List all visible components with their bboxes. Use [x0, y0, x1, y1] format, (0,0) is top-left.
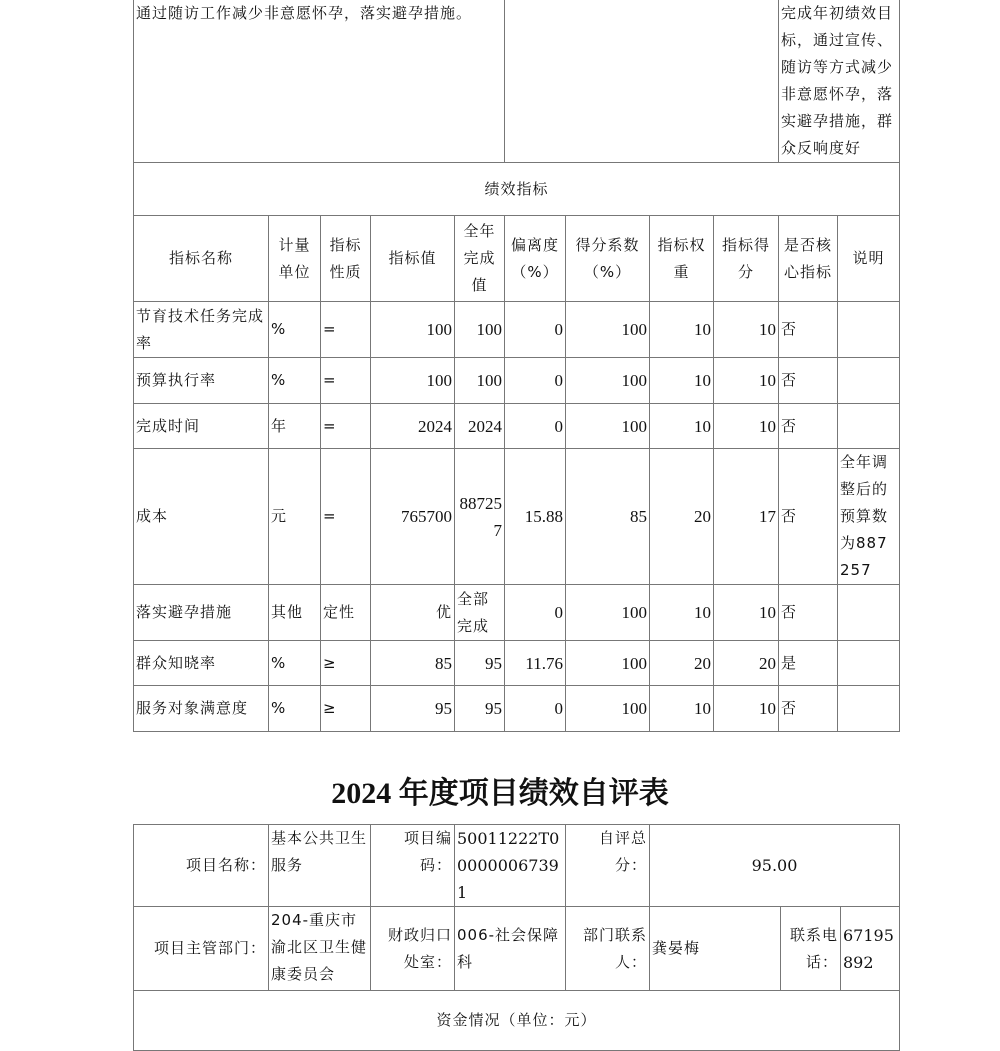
- indicator-target: 100: [371, 302, 455, 358]
- indicator-name: 预算执行率: [134, 358, 269, 404]
- indicator-nature: 定性: [321, 585, 371, 641]
- phone-value: 67195892: [841, 907, 900, 991]
- indicator-note: [838, 404, 900, 449]
- contact-label: 部门联系人：: [566, 907, 650, 991]
- dept-label: 项目主管部门：: [134, 907, 269, 991]
- project-code-label: 项目编码：: [371, 825, 455, 907]
- indicator-unit: 其他: [269, 585, 321, 641]
- indicator-note: [838, 302, 900, 358]
- indicator-unit: %: [269, 641, 321, 686]
- indicator-actual: 100: [455, 302, 505, 358]
- indicator-score: 17: [714, 449, 779, 585]
- indicator-target: 2024: [371, 404, 455, 449]
- indicator-name: 落实避孕措施: [134, 585, 269, 641]
- column-header: 偏离度（%）: [505, 216, 566, 302]
- indicator-rows: [134, 302, 900, 732]
- indicator-weight: 20: [650, 641, 714, 686]
- column-header: 计量单位: [269, 216, 321, 302]
- indicator-core: 否: [779, 302, 838, 358]
- project-name-value: 基本公共卫生服务: [269, 825, 371, 907]
- column-header: 指标值: [371, 216, 455, 302]
- indicator-score: 10: [714, 686, 779, 732]
- indicator-row: [134, 302, 900, 358]
- indicator-row: [134, 404, 900, 449]
- indicator-actual: 95: [455, 641, 505, 686]
- total-score-value: 95.00: [650, 825, 900, 907]
- dept-value: 204-重庆市渝北区卫生健康委员会: [269, 907, 371, 991]
- total-score-label: 自评总分：: [566, 825, 650, 907]
- indicator-nature: =: [321, 404, 371, 449]
- indicator-row: [134, 686, 900, 732]
- annual-target-text: 通过随访工作减少非意愿怀孕，落实避孕措施。: [134, 0, 505, 163]
- indicator-deviation: 0: [505, 358, 566, 404]
- column-header: 指标名称: [134, 216, 269, 302]
- indicator-score: 20: [714, 641, 779, 686]
- indicator-core: 否: [779, 449, 838, 585]
- indicator-note: 全年调整后的预算数为887257: [838, 449, 900, 585]
- indicator-actual: 2024: [455, 404, 505, 449]
- indicator-coef: 85: [566, 449, 650, 585]
- indicator-weight: 10: [650, 302, 714, 358]
- middle-cell: [505, 0, 779, 163]
- finance-label: 财政归口处室：: [371, 907, 455, 991]
- indicator-actual: 95: [455, 686, 505, 732]
- indicator-score: 10: [714, 404, 779, 449]
- indicator-unit: 元: [269, 449, 321, 585]
- indicator-row: [134, 641, 900, 686]
- project-name-label: 项目名称：: [134, 825, 269, 907]
- indicator-coef: 100: [566, 641, 650, 686]
- indicator-coef: 100: [566, 585, 650, 641]
- indicator-actual: 887257: [455, 449, 505, 585]
- indicator-deviation: 0: [505, 686, 566, 732]
- indicator-nature: =: [321, 358, 371, 404]
- performance-indicator-table: [133, 0, 900, 732]
- indicator-actual: 100: [455, 358, 505, 404]
- indicator-weight: 20: [650, 449, 714, 585]
- project-code-value: 50011222T000000067391: [455, 825, 566, 907]
- indicator-note: [838, 358, 900, 404]
- column-header: 指标权重: [650, 216, 714, 302]
- indicator-name: 节育技术任务完成率: [134, 302, 269, 358]
- indicator-weight: 10: [650, 585, 714, 641]
- indicator-core: 是: [779, 641, 838, 686]
- column-header: 指标得分: [714, 216, 779, 302]
- form-title: 2024 年度项目绩效自评表: [331, 777, 669, 810]
- indicator-weight: 10: [650, 358, 714, 404]
- indicator-target: 优: [371, 585, 455, 641]
- indicator-name: 服务对象满意度: [134, 686, 269, 732]
- indicator-score: 10: [714, 358, 779, 404]
- indicator-target: 85: [371, 641, 455, 686]
- indicator-coef: 100: [566, 302, 650, 358]
- indicator-name: 群众知晓率: [134, 641, 269, 686]
- indicator-row: [134, 358, 900, 404]
- indicator-deviation: 15.88: [505, 449, 566, 585]
- indicator-score: 10: [714, 585, 779, 641]
- indicator-unit: 年: [269, 404, 321, 449]
- indicator-name: 完成时间: [134, 404, 269, 449]
- indicator-row: [134, 585, 900, 641]
- indicator-name: 成本: [134, 449, 269, 585]
- indicator-deviation: 11.76: [505, 641, 566, 686]
- indicator-deviation: 0: [505, 404, 566, 449]
- column-header: 指标性质: [321, 216, 371, 302]
- indicator-nature: =: [321, 449, 371, 585]
- indicator-weight: 10: [650, 686, 714, 732]
- goal-row: [134, 0, 900, 163]
- indicator-weight: 10: [650, 404, 714, 449]
- indicator-note: [838, 641, 900, 686]
- indicator-coef: 100: [566, 686, 650, 732]
- project-info-table: [133, 824, 900, 1051]
- indicator-deviation: 0: [505, 302, 566, 358]
- indicator-core: 否: [779, 686, 838, 732]
- column-header: 全年完成值: [455, 216, 505, 302]
- column-header: 说明: [838, 216, 900, 302]
- indicator-header-row: [134, 216, 900, 302]
- indicator-coef: 100: [566, 404, 650, 449]
- indicator-core: 否: [779, 585, 838, 641]
- indicator-target: 100: [371, 358, 455, 404]
- actual-result-text: 完成年初绩效目标，通过宣传、随访等方式减少非意愿怀孕，落实避孕措施，群众反响度好: [779, 0, 900, 163]
- indicator-score: 10: [714, 302, 779, 358]
- indicator-note: [838, 585, 900, 641]
- column-header: 是否核心指标: [779, 216, 838, 302]
- indicator-unit: %: [269, 302, 321, 358]
- funding-section-title: 资金情况（单位：元）: [134, 991, 900, 1051]
- section-title-indicators: 绩效指标: [134, 163, 900, 216]
- column-header: 得分系数（%）: [566, 216, 650, 302]
- contact-value: 龚晏梅: [650, 907, 781, 991]
- indicator-unit: %: [269, 686, 321, 732]
- indicator-target: 765700: [371, 449, 455, 585]
- indicator-core: 否: [779, 358, 838, 404]
- indicator-unit: %: [269, 358, 321, 404]
- indicator-actual: 全部完成: [455, 585, 505, 641]
- finance-value: 006-社会保障科: [455, 907, 566, 991]
- indicator-nature: ≥: [321, 686, 371, 732]
- indicator-coef: 100: [566, 358, 650, 404]
- indicator-deviation: 0: [505, 585, 566, 641]
- indicator-target: 95: [371, 686, 455, 732]
- indicator-nature: =: [321, 302, 371, 358]
- indicator-row: [134, 449, 900, 585]
- indicator-nature: ≥: [321, 641, 371, 686]
- phone-label: 联系电话：: [781, 907, 841, 991]
- indicator-core: 否: [779, 404, 838, 449]
- indicator-note: [838, 686, 900, 732]
